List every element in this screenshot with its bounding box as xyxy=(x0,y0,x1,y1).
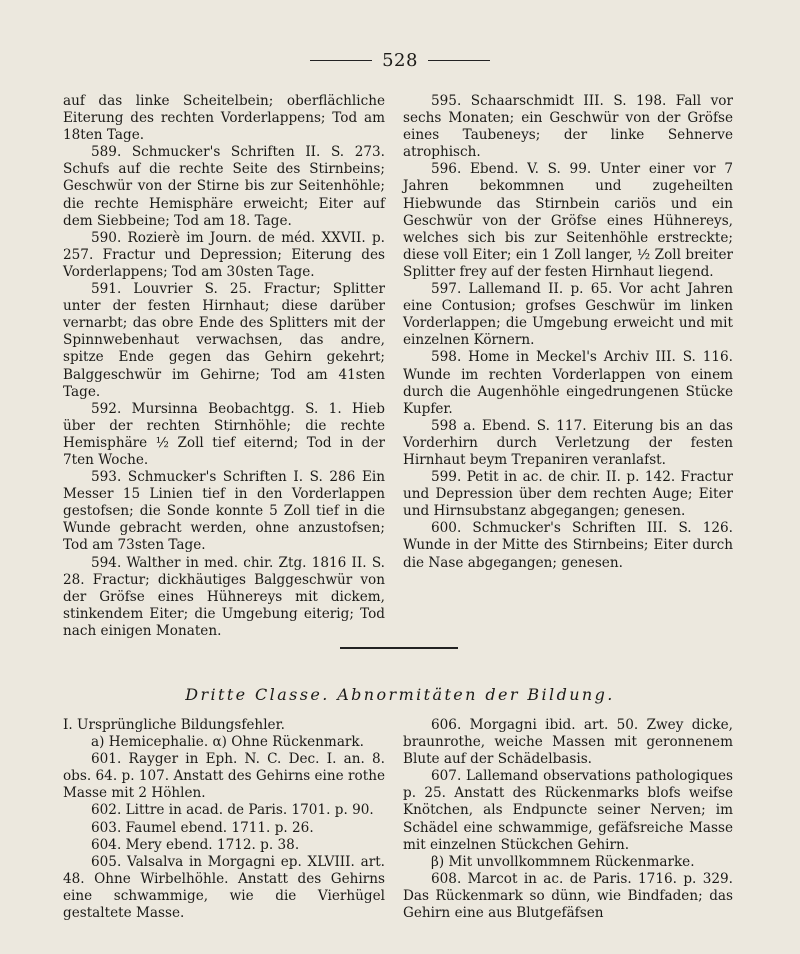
paragraph: 590. Rozierè im Journ. de méd. XXVII. p. 257. Fractur und Depression; Eiterung des Vorderlappens; Tod am 30sten Tage. xyxy=(63,229,385,280)
paragraph: 598 a. Ebend. S. 117. Eiterung bis an das Vorderhirn durch Verletzung der festen Hirnhaut beym Trepaniren veranlafst. xyxy=(403,417,733,468)
paragraph: 593. Schmucker's Schriften I. S. 286 Ein Messer 15 Linien tief in den Vorderlappen gestofsen; die Sonde konnte 5 Zoll tief in die Wunde gebracht werden, ohne anzustofsen; Tod am 73sten Tage. xyxy=(63,469,385,554)
section-title: Dritte Classe. Abnormitäten der Bildung. xyxy=(185,685,615,704)
subsection-subheading: β) Mit unvollkommnem Rückenmarke. xyxy=(431,853,695,870)
page-number: 528 xyxy=(382,50,418,71)
subsection-subheading: a) Hemicephalie. α) Ohne Rückenmark. xyxy=(91,734,364,751)
paragraph: 591. Louvrier S. 25. Fractur; Splitter unter der festen Hirnhaut; diese darüber vernarbt; das obre Ende des Splitters mit der Spinnwebenhaut verwachsen, das andre, spitze Ende gegen das Gehirn gekehrt; Balggeschwür im Gehirne; Tod am 41sten Tage. xyxy=(63,281,385,400)
paragraph: 601. Rayger in Eph. N. C. Dec. I. an. 8. obs. 64. p. 107. Anstatt des Gehirns eine rothe Masse mit 2 Höhlen. xyxy=(63,751,385,802)
paragraph: 608. Marcot in ac. de Paris. 1716. p. 329. Das Rückenmark so dünn, wie Bindfaden; das Gehirn eine aus Blutgefäfsen xyxy=(403,870,733,922)
subsection-heading: I. Ursprüngliche Bildungsfehler. xyxy=(63,717,285,733)
header-rule-left xyxy=(310,60,372,61)
paragraph: 605. Valsalva in Morgagni ep. XLVIII. art. 48. Ohne Wirbelhöhle. Anstatt des Gehirns eine schwammige, wie die Vierhügel gestaltete Masse. xyxy=(63,853,385,922)
paragraph: 599. Petit in ac. de chir. II. p. 142. Fractur und Depression über dem rechten Auge; Eiter und Hirnsubstanz abgegangen; genesen. xyxy=(403,469,733,520)
paragraph: 598. Home in Meckel's Archiv III. S. 116. Wunde im rechten Vorderlappen von einem durch die Augenhöhle eingedrungenen Stücke Kupfer. xyxy=(403,349,733,417)
paragraph: auf das linke Scheitelbein; oberflächliche Eiterung des rechten Vorderlappens; Tod am 18ten Tage. xyxy=(63,93,385,144)
paragraph: 592. Mursinna Beobachtgg. S. 1. Hieb über der rechten Stirnhöhle; die rechte Hemisphäre ½ Zoll tief eiternd; Tod in der 7ten Woche. xyxy=(63,400,385,468)
paragraph: 602. Littre in acad. de Paris. 1701. p. 90. xyxy=(91,802,374,819)
upper-right-column xyxy=(403,93,733,572)
paragraph: 604. Mery ebend. 1712. p. 38. xyxy=(91,836,300,853)
header-rule-right xyxy=(428,60,490,61)
paragraph: 595. Schaarschmidt III. S. 198. Fall vor sechs Monaten; ein Geschwür von der Gröfse eines Taubeneys; der linke Sehnerve atrophisch. xyxy=(403,93,733,161)
paragraph: 597. Lallemand II. p. 65. Vor acht Jahren eine Contusion; grofses Geschwür im linken Vorderlappen; die Umgebung erweicht und mit einzelnen Körnern. xyxy=(403,281,733,349)
paragraph: 594. Walther in med. chir. Ztg. 1816 II. S. 28. Fractur; dickhäutiges Balggeschwür von der Gröfse eines Hühnereys mit dickem, stinkendem Eiter; die Umgebung eiterig; Tod nach einigen Monaten. xyxy=(63,554,385,639)
paragraph: 607. Lallemand observations pathologiques p. 25. Anstatt des Rückenmarks blofs weifse Knötchen, als Endpuncte seiner Nerven; im Schädel eine schwammige, gefäfsreiche Masse mit einzelnen Stückchen Gehirn. xyxy=(403,768,733,853)
lower-left-column xyxy=(63,717,385,922)
paragraph: 606. Morgagni ibid. art. 50. Zwey dicke, braunrothe, weiche Massen mit geronnenem Blute auf der Schädelbasis. xyxy=(403,717,733,768)
page-header xyxy=(0,50,800,71)
section-separator xyxy=(340,647,458,649)
paragraph: 596. Ebend. V. S. 99. Unter einer vor 7 Jahren bekommnen und zugeheilten Hiebwunde das Stirnbein cariös und ein Geschwür von der Gröfse eines Hühnereys, welches sich bis zur Seitenhöhle erstreckte; diese voll Eiter; ein 1 Zoll langer, ½ Zoll breiter Splitter frey auf der festen Hirnhaut liegend. xyxy=(403,161,733,280)
paragraph: 600. Schmucker's Schriften III. S. 126. Wunde in der Mitte des Stirnbeins; Eiter durch die Nase abgegangen; genesen. xyxy=(403,520,733,571)
lower-right-column xyxy=(403,717,733,922)
paragraph: 603. Faumel ebend. 1711. p. 26. xyxy=(91,819,314,836)
paragraph: 589. Schmucker's Schriften II. S. 273. Schufs auf die rechte Seite des Stirnbeins; Geschwür von der Stirne bis zur Seitenhöhle; die rechte Hemisphäre erweicht; Eiter auf dem Siebbeine; Tod am 18. Tage. xyxy=(63,144,385,229)
upper-left-column xyxy=(63,93,385,640)
